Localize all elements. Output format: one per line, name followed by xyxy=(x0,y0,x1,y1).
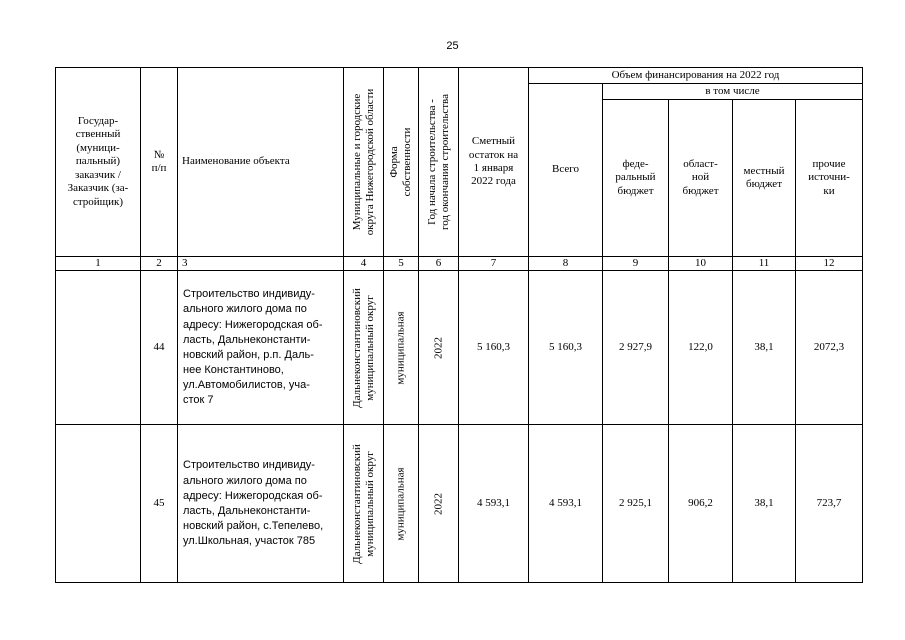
colnum-2: 2 xyxy=(141,257,178,271)
colnum-5: 5 xyxy=(384,257,419,271)
row-balance: 5 160,3 xyxy=(459,271,529,425)
row-federal: 2 927,9 xyxy=(603,271,669,425)
header-number: № п/п xyxy=(141,68,178,257)
table-row xyxy=(56,271,863,425)
colnum-1: 1 xyxy=(56,257,141,271)
row-years-text: 2022 xyxy=(431,492,444,515)
row-customer xyxy=(56,425,141,583)
header-customer: Государ- ственный (муници- пальный) заказчик / Заказчик (за- стройщик) xyxy=(56,68,141,257)
header-financing: Объем финансирования на 2022 год xyxy=(529,68,863,84)
header-other: прочие источни- ки xyxy=(796,100,863,257)
row-ownership xyxy=(384,271,419,425)
header-object-name: Наименование объекта xyxy=(178,68,344,257)
colnum-10: 10 xyxy=(669,257,733,271)
colnum-9: 9 xyxy=(603,257,669,271)
header-federal: феде- ральный бюджет xyxy=(603,100,669,257)
financing-table xyxy=(55,67,863,583)
header-local: местный бюджет xyxy=(733,100,796,257)
row-years xyxy=(419,425,459,583)
header-regional: област- ной бюджет xyxy=(669,100,733,257)
row-regional: 122,0 xyxy=(669,271,733,425)
row-customer xyxy=(56,271,141,425)
header-district-text: Муниципальные и городские округа Нижегородской области xyxy=(350,88,376,236)
colnum-6: 6 xyxy=(419,257,459,271)
row-number: 45 xyxy=(141,425,178,583)
row-local: 38,1 xyxy=(733,271,796,425)
header-including: в том числе xyxy=(603,84,863,100)
header-row-1 xyxy=(56,68,863,84)
colnum-3: 3 xyxy=(178,257,344,271)
row-district-text: Дальнеконстантиновский муниципальный округ xyxy=(350,288,376,408)
row-district-text: Дальнеконстантиновский муниципальный округ xyxy=(350,444,376,564)
header-ownership xyxy=(384,68,419,257)
row-other: 2072,3 xyxy=(796,271,863,425)
row-other: 723,7 xyxy=(796,425,863,583)
row-local: 38,1 xyxy=(733,425,796,583)
row-object-name: Строительство индивиду- ального жилого дома по адресу: Нижегородская об- ласть, Дальнеконстанти- новский район, с.Тепелево, ул.Школьная, участок 785 xyxy=(178,425,344,583)
row-district xyxy=(344,271,384,425)
header-years-text: Год начала строительства - год окончания строительства xyxy=(425,94,451,230)
row-total: 5 160,3 xyxy=(529,271,603,425)
row-object-name: Строительство индивиду- ального жилого дома по адресу: Нижегородская об- ласть, Дальнеконстанти- новский район, р.п. Даль- нее Константиново, ул.Автомобилистов, уча- сток 7 xyxy=(178,271,344,425)
header-ownership-text: Форма собственности xyxy=(387,127,413,197)
table-row xyxy=(56,425,863,583)
row-ownership-text: муниципальная xyxy=(394,311,407,385)
row-ownership-text: муниципальная xyxy=(394,467,407,541)
colnum-4: 4 xyxy=(344,257,384,271)
header-years xyxy=(419,68,459,257)
colnum-11: 11 xyxy=(733,257,796,271)
row-total: 4 593,1 xyxy=(529,425,603,583)
colnum-7: 7 xyxy=(459,257,529,271)
colnum-12: 12 xyxy=(796,257,863,271)
row-district xyxy=(344,425,384,583)
row-ownership xyxy=(384,425,419,583)
row-regional: 906,2 xyxy=(669,425,733,583)
column-numbers-row xyxy=(56,257,863,271)
header-balance: Сметный остаток на 1 января 2022 года xyxy=(459,68,529,257)
row-balance: 4 593,1 xyxy=(459,425,529,583)
row-years xyxy=(419,271,459,425)
row-number: 44 xyxy=(141,271,178,425)
colnum-8: 8 xyxy=(529,257,603,271)
page-number: 25 xyxy=(446,40,459,52)
row-federal: 2 925,1 xyxy=(603,425,669,583)
header-total: Всего xyxy=(529,84,603,257)
header-district xyxy=(344,68,384,257)
row-years-text: 2022 xyxy=(431,336,444,359)
